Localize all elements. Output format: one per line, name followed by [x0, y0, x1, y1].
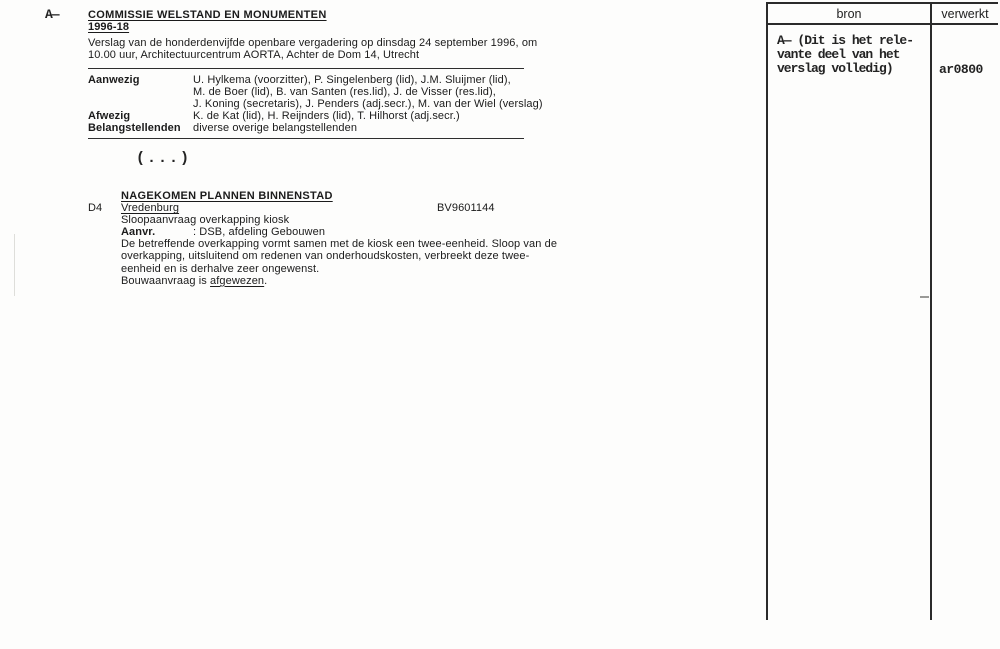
applicant-value: : DSB, afdeling Gebouwen — [193, 226, 326, 239]
item-subtitle: Sloopaanvraag overkapping kiosk — [121, 214, 290, 227]
attendance-list — [88, 69, 543, 138]
body-line: eenheid en is derhalve zeer ongewenst. — [121, 262, 320, 275]
margin-annotation-mark: A— — [45, 7, 59, 22]
intro-line: Verslag van de honderdenvijfde openbare vergadering op dinsdag 24 september 1996, om — [88, 36, 538, 49]
attendance-label: Afwezig — [88, 109, 131, 122]
bron-column — [768, 25, 930, 620]
processed-code: ar0800 — [939, 62, 983, 77]
attendance-label: Belangstellenden — [88, 121, 181, 134]
doc-title: COMMISSIE WELSTAND EN MONUMENTEN — [88, 9, 327, 21]
verwerkt-column — [930, 25, 998, 620]
applicant-label: Aanvr. — [121, 226, 156, 239]
annotation-table-body — [768, 25, 998, 620]
attendance-value — [193, 74, 543, 110]
decision-prefix: Bouwaanvraag is — [121, 274, 211, 287]
attendance-row-afwezig — [88, 110, 524, 122]
item-title: Vredenburg — [121, 202, 180, 215]
decision-word: afgewezen — [210, 274, 265, 287]
decision-suffix: . — [264, 274, 268, 287]
attendance-row-aanwezig — [88, 73, 543, 110]
attendee-line: diverse overige belangstellenden — [193, 121, 358, 134]
attendee-line: K. de Kat (lid), H. Reijnders (lid), T. Hilhorst (adj.secr.) — [193, 109, 460, 122]
attendee-line: M. de Boer (lid), B. van Santen (res.lid), J. de Visser (res.lid), — [193, 85, 496, 98]
body-line: overkapping, uitsluitend om redenen van onderhoudskosten, verbreekt deze twee- — [121, 250, 530, 263]
column-header-verwerkt: verwerkt — [930, 4, 998, 23]
annotation-line: A— (Dit is het rele- — [777, 33, 914, 48]
annotation-table-header — [768, 4, 998, 25]
section-heading: NAGEKOMEN PLANNEN BINNENSTAD — [121, 190, 333, 202]
body-line: De betreffende overkapping vormt samen met de kiosk een twee-eenheid. Sloop van de — [121, 238, 558, 251]
scan-artifact-tick — [920, 296, 929, 298]
column-header-bron: bron — [836, 6, 862, 21]
scan-artifact-line — [14, 234, 15, 296]
annotation-line: verslag volledig) — [777, 61, 893, 76]
item-reference-number: BV9601144 — [437, 202, 495, 215]
omission-mark: (...) — [136, 150, 192, 167]
intro-line: 10.00 uur, Architectuurcentrum AORTA, Achter de Dom 14, Utrecht — [88, 49, 420, 62]
document-main — [88, 9, 543, 139]
item-code: D4 — [88, 202, 103, 215]
applicant-row — [121, 226, 524, 238]
attendance-value — [193, 122, 524, 134]
annotation-table — [766, 2, 998, 620]
attendance-value — [193, 110, 524, 122]
attendee-line: U. Hylkema (voorzitter), P. Singelenberg (lid), J.M. Sluijmer (lid), — [193, 73, 511, 86]
attendance-label: Aanwezig — [88, 73, 140, 86]
annotation-line: vante deel van het — [777, 47, 900, 62]
doc-number: 1996-18 — [88, 21, 130, 34]
attendance-row-belangstellenden — [88, 122, 524, 134]
attendee-line: J. Koning (secretaris), J. Penders (adj.secr.), M. van der Wiel (verslag) — [193, 97, 543, 110]
horizontal-rule-bottom — [88, 138, 524, 139]
meeting-intro — [88, 36, 538, 62]
agenda-section — [88, 190, 558, 287]
decision-line — [121, 275, 524, 287]
source-annotation — [768, 25, 930, 76]
agenda-item-row — [88, 202, 524, 214]
